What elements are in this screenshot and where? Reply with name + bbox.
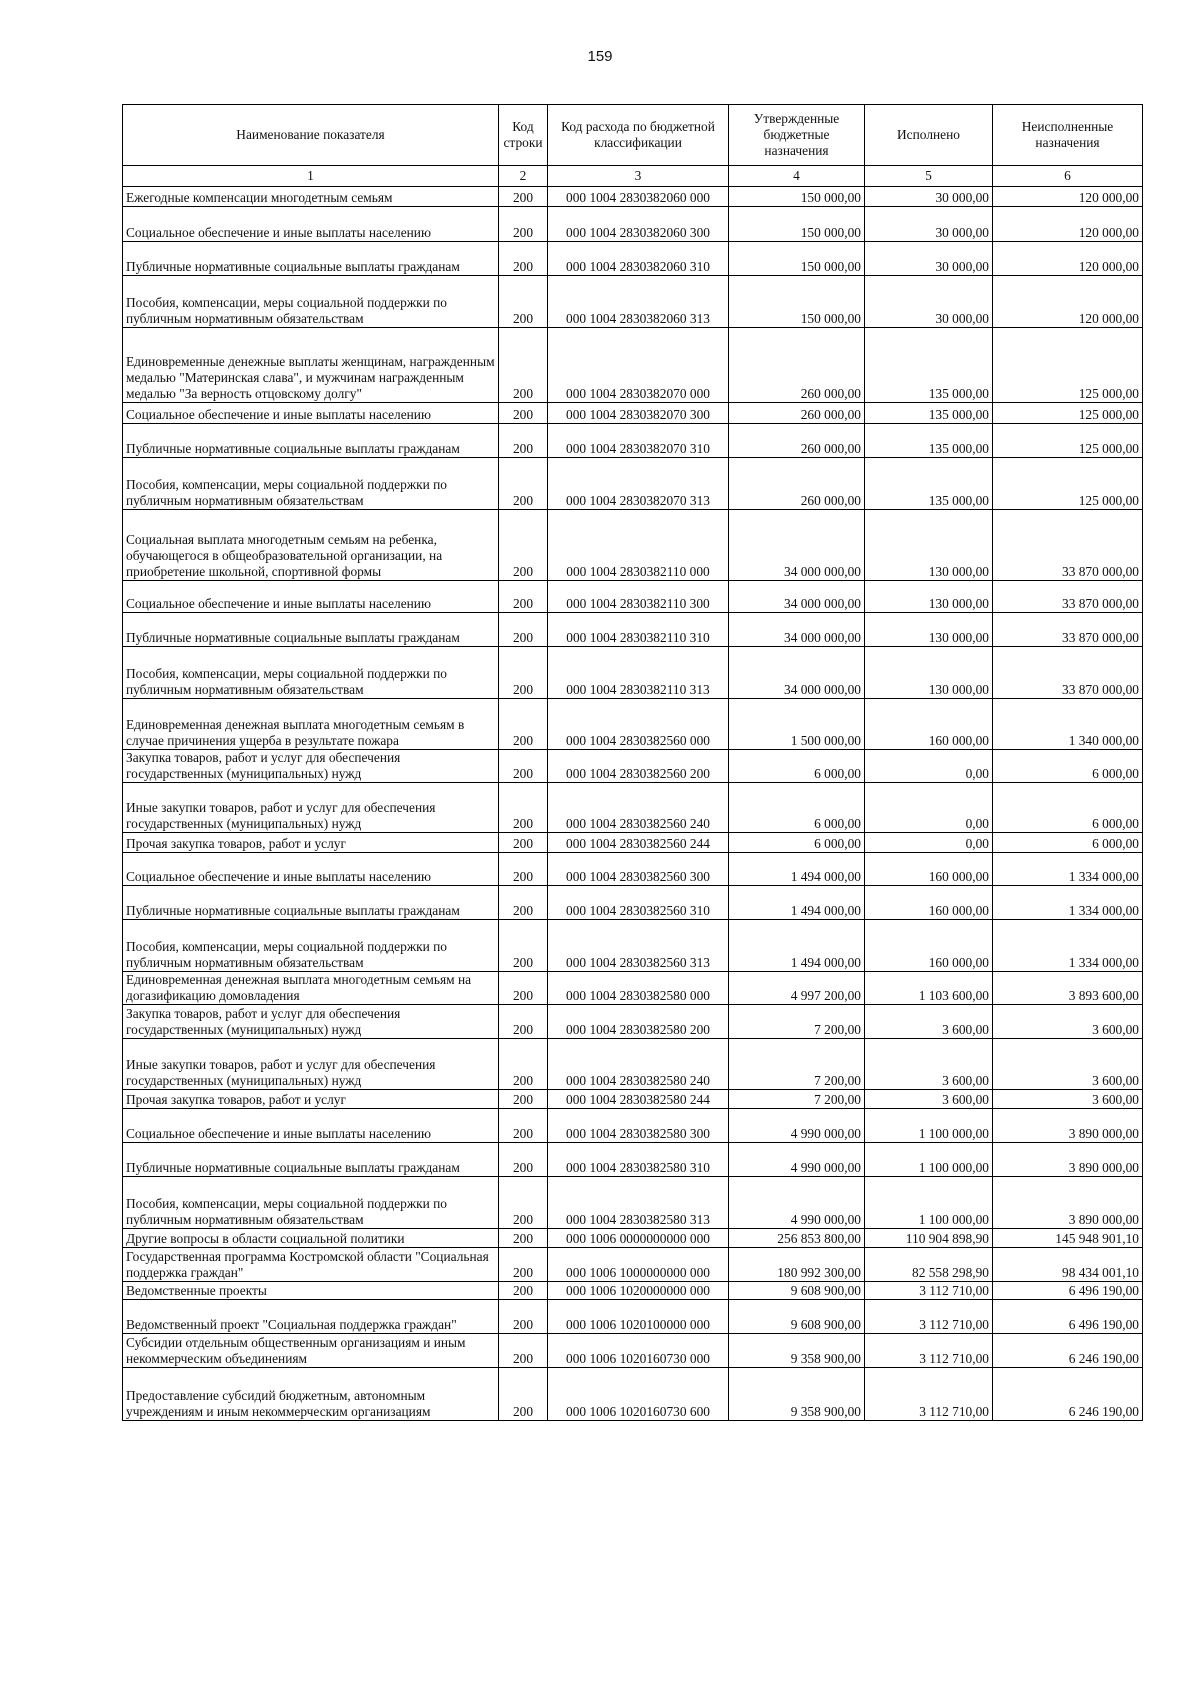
row-line-code: 200 — [499, 1248, 548, 1282]
row-executed: 1 100 000,00 — [865, 1143, 993, 1177]
row-executed: 0,00 — [865, 783, 993, 833]
row-unexecuted: 120 000,00 — [993, 207, 1143, 242]
table-row — [123, 403, 1143, 424]
table-row — [123, 1109, 1143, 1143]
row-name: Другие вопросы в области социальной политики — [123, 1229, 499, 1248]
row-line-code: 200 — [499, 750, 548, 783]
table-row — [123, 1300, 1143, 1334]
row-executed: 135 000,00 — [865, 424, 993, 458]
row-executed: 130 000,00 — [865, 613, 993, 647]
row-name: Социальное обеспечение и иные выплаты населению — [123, 853, 499, 886]
row-unexecuted: 33 870 000,00 — [993, 613, 1143, 647]
row-unexecuted: 98 434 001,10 — [993, 1248, 1143, 1282]
header-indicator-name: Наименование показателя — [123, 105, 499, 166]
row-name: Единовременные денежные выплаты женщинам, награжденным медалью "Материнская слава", и мужчинам награжденным медалью "За верность отцовскому долгу" — [123, 328, 499, 403]
row-unexecuted: 125 000,00 — [993, 328, 1143, 403]
table-row — [123, 647, 1143, 699]
row-name: Пособия, компенсации, меры социальной поддержки по публичным нормативным обязательствам — [123, 458, 499, 510]
table-row — [123, 1248, 1143, 1282]
row-expense-code: 000 1004 2830382560 313 — [548, 920, 729, 972]
row-expense-code: 000 1004 2830382110 313 — [548, 647, 729, 699]
row-expense-code: 000 1004 2830382110 000 — [548, 510, 729, 581]
row-name: Прочая закупка товаров, работ и услуг — [123, 1090, 499, 1109]
row-name: Пособия, компенсации, меры социальной поддержки по публичным нормативным обязательствам — [123, 920, 499, 972]
row-approved: 260 000,00 — [729, 424, 865, 458]
row-name: Пособия, компенсации, меры социальной поддержки по публичным нормативным обязательствам — [123, 1177, 499, 1229]
row-expense-code: 000 1004 2830382560 000 — [548, 699, 729, 750]
row-line-code: 200 — [499, 1090, 548, 1109]
table-row — [123, 1005, 1143, 1039]
header-unexecuted: Неисполненные назначения — [993, 105, 1143, 166]
row-approved: 6 000,00 — [729, 833, 865, 853]
row-unexecuted: 3 890 000,00 — [993, 1109, 1143, 1143]
column-number: 5 — [865, 166, 993, 187]
row-line-code: 200 — [499, 403, 548, 424]
row-approved: 180 992 300,00 — [729, 1248, 865, 1282]
page-number: 159 — [587, 48, 613, 65]
row-line-code: 200 — [499, 581, 548, 613]
row-line-code: 200 — [499, 699, 548, 750]
row-executed: 160 000,00 — [865, 886, 993, 920]
row-unexecuted: 6 246 190,00 — [993, 1368, 1143, 1421]
row-executed: 110 904 898,90 — [865, 1229, 993, 1248]
table-row — [123, 833, 1143, 853]
table-row — [123, 276, 1143, 328]
row-approved: 34 000 000,00 — [729, 647, 865, 699]
row-expense-code: 000 1006 0000000000 000 — [548, 1229, 729, 1248]
row-expense-code: 000 1004 2830382060 313 — [548, 276, 729, 328]
row-approved: 9 608 900,00 — [729, 1300, 865, 1334]
row-executed: 130 000,00 — [865, 581, 993, 613]
row-unexecuted: 33 870 000,00 — [993, 510, 1143, 581]
row-unexecuted: 6 000,00 — [993, 783, 1143, 833]
row-name: Закупка товаров, работ и услуг для обеспечения государственных (муниципальных) нужд — [123, 1005, 499, 1039]
row-expense-code: 000 1006 1000000000 000 — [548, 1248, 729, 1282]
table-body — [123, 187, 1143, 1421]
row-unexecuted: 33 870 000,00 — [993, 581, 1143, 613]
row-line-code: 200 — [499, 276, 548, 328]
row-name: Прочая закупка товаров, работ и услуг — [123, 833, 499, 853]
table-row — [123, 242, 1143, 276]
row-approved: 1 494 000,00 — [729, 886, 865, 920]
row-expense-code: 000 1004 2830382580 313 — [548, 1177, 729, 1229]
column-number: 3 — [548, 166, 729, 187]
table-row — [123, 1368, 1143, 1421]
table-row — [123, 699, 1143, 750]
column-number: 2 — [499, 166, 548, 187]
row-approved: 34 000 000,00 — [729, 613, 865, 647]
table-row — [123, 510, 1143, 581]
row-name: Публичные нормативные социальные выплаты гражданам — [123, 424, 499, 458]
row-name: Социальное обеспечение и иные выплаты населению — [123, 581, 499, 613]
table-row — [123, 1177, 1143, 1229]
row-unexecuted: 120 000,00 — [993, 242, 1143, 276]
row-unexecuted: 3 893 600,00 — [993, 972, 1143, 1005]
row-executed: 135 000,00 — [865, 328, 993, 403]
table-row — [123, 1143, 1143, 1177]
row-executed: 3 112 710,00 — [865, 1334, 993, 1368]
row-expense-code: 000 1004 2830382560 240 — [548, 783, 729, 833]
row-approved: 7 200,00 — [729, 1005, 865, 1039]
row-executed: 30 000,00 — [865, 242, 993, 276]
row-approved: 150 000,00 — [729, 242, 865, 276]
table-row — [123, 187, 1143, 207]
row-unexecuted: 120 000,00 — [993, 276, 1143, 328]
row-name: Социальная выплата многодетным семьям на ребенка, обучающегося в общеобразовательной организации, на приобретение школьной, спортивной формы — [123, 510, 499, 581]
row-executed: 3 600,00 — [865, 1090, 993, 1109]
row-line-code: 200 — [499, 328, 548, 403]
row-expense-code: 000 1004 2830382110 310 — [548, 613, 729, 647]
row-approved: 9 358 900,00 — [729, 1368, 865, 1421]
row-unexecuted: 1 334 000,00 — [993, 920, 1143, 972]
row-line-code: 200 — [499, 1229, 548, 1248]
row-approved: 4 990 000,00 — [729, 1143, 865, 1177]
row-executed: 0,00 — [865, 750, 993, 783]
row-executed: 1 100 000,00 — [865, 1177, 993, 1229]
row-line-code: 200 — [499, 833, 548, 853]
row-approved: 6 000,00 — [729, 750, 865, 783]
header-line-code: Код строки — [499, 105, 548, 166]
row-name: Социальное обеспечение и иные выплаты населению — [123, 403, 499, 424]
row-line-code: 200 — [499, 1334, 548, 1368]
row-executed: 160 000,00 — [865, 920, 993, 972]
row-expense-code: 000 1004 2830382560 244 — [548, 833, 729, 853]
row-line-code: 200 — [499, 886, 548, 920]
row-expense-code: 000 1006 1020160730 600 — [548, 1368, 729, 1421]
table-row — [123, 750, 1143, 783]
row-expense-code: 000 1004 2830382580 000 — [548, 972, 729, 1005]
row-line-code: 200 — [499, 613, 548, 647]
table-row — [123, 458, 1143, 510]
row-expense-code: 000 1004 2830382560 200 — [548, 750, 729, 783]
column-number: 4 — [729, 166, 865, 187]
row-line-code: 200 — [499, 1300, 548, 1334]
row-line-code: 200 — [499, 1368, 548, 1421]
row-executed: 0,00 — [865, 833, 993, 853]
row-name: Иные закупки товаров, работ и услуг для обеспечения государственных (муниципальных) нужд — [123, 783, 499, 833]
row-name: Ежегодные компенсации многодетным семьям — [123, 187, 499, 207]
table-header-row — [123, 105, 1143, 166]
row-line-code: 200 — [499, 783, 548, 833]
row-unexecuted: 3 600,00 — [993, 1039, 1143, 1090]
row-name: Публичные нормативные социальные выплаты гражданам — [123, 1143, 499, 1177]
row-executed: 135 000,00 — [865, 458, 993, 510]
row-approved: 1 494 000,00 — [729, 920, 865, 972]
row-expense-code: 000 1004 2830382560 300 — [548, 853, 729, 886]
row-unexecuted: 145 948 901,10 — [993, 1229, 1143, 1248]
row-unexecuted: 125 000,00 — [993, 424, 1143, 458]
table-row — [123, 1282, 1143, 1300]
row-expense-code: 000 1004 2830382070 000 — [548, 328, 729, 403]
row-name: Пособия, компенсации, меры социальной поддержки по публичным нормативным обязательствам — [123, 276, 499, 328]
row-executed: 30 000,00 — [865, 276, 993, 328]
row-executed: 160 000,00 — [865, 699, 993, 750]
row-unexecuted: 6 246 190,00 — [993, 1334, 1143, 1368]
row-executed: 160 000,00 — [865, 853, 993, 886]
row-unexecuted: 125 000,00 — [993, 458, 1143, 510]
row-expense-code: 000 1006 1020000000 000 — [548, 1282, 729, 1300]
row-approved: 4 990 000,00 — [729, 1109, 865, 1143]
row-name: Единовременная денежная выплата многодетным семьям в случае причинения ущерба в результате пожара — [123, 699, 499, 750]
column-number: 1 — [123, 166, 499, 187]
row-unexecuted: 1 334 000,00 — [993, 886, 1143, 920]
row-line-code: 200 — [499, 1109, 548, 1143]
row-approved: 4 990 000,00 — [729, 1177, 865, 1229]
table-row — [123, 886, 1143, 920]
row-executed: 30 000,00 — [865, 187, 993, 207]
row-unexecuted: 3 600,00 — [993, 1005, 1143, 1039]
row-expense-code: 000 1006 1020160730 000 — [548, 1334, 729, 1368]
row-expense-code: 000 1004 2830382060 300 — [548, 207, 729, 242]
row-executed: 3 600,00 — [865, 1039, 993, 1090]
row-line-code: 200 — [499, 853, 548, 886]
row-line-code: 200 — [499, 1177, 548, 1229]
row-expense-code: 000 1004 2830382070 310 — [548, 424, 729, 458]
row-name: Публичные нормативные социальные выплаты гражданам — [123, 886, 499, 920]
row-line-code: 200 — [499, 458, 548, 510]
row-name: Государственная программа Костромской области "Социальная поддержка граждан" — [123, 1248, 499, 1282]
row-expense-code: 000 1004 2830382580 200 — [548, 1005, 729, 1039]
table-row — [123, 1334, 1143, 1368]
row-expense-code: 000 1004 2830382060 000 — [548, 187, 729, 207]
row-name: Пособия, компенсации, меры социальной поддержки по публичным нормативным обязательствам — [123, 647, 499, 699]
row-unexecuted: 6 496 190,00 — [993, 1282, 1143, 1300]
row-approved: 7 200,00 — [729, 1039, 865, 1090]
row-line-code: 200 — [499, 424, 548, 458]
table-row — [123, 853, 1143, 886]
table-row — [123, 424, 1143, 458]
row-approved: 34 000 000,00 — [729, 581, 865, 613]
row-approved: 150 000,00 — [729, 276, 865, 328]
row-approved: 7 200,00 — [729, 1090, 865, 1109]
row-name: Социальное обеспечение и иные выплаты населению — [123, 1109, 499, 1143]
row-unexecuted: 125 000,00 — [993, 403, 1143, 424]
row-name: Ведомственные проекты — [123, 1282, 499, 1300]
header-executed: Исполнено — [865, 105, 993, 166]
header-approved: Утвержденные бюджетные назначения — [729, 105, 865, 166]
row-executed: 30 000,00 — [865, 207, 993, 242]
row-approved: 1 494 000,00 — [729, 853, 865, 886]
row-name: Иные закупки товаров, работ и услуг для обеспечения государственных (муниципальных) нужд — [123, 1039, 499, 1090]
row-approved: 4 997 200,00 — [729, 972, 865, 1005]
row-executed: 1 103 600,00 — [865, 972, 993, 1005]
row-expense-code: 000 1004 2830382580 300 — [548, 1109, 729, 1143]
table-row — [123, 783, 1143, 833]
row-unexecuted: 3 600,00 — [993, 1090, 1143, 1109]
row-unexecuted: 6 496 190,00 — [993, 1300, 1143, 1334]
row-expense-code: 000 1004 2830382560 310 — [548, 886, 729, 920]
row-approved: 256 853 800,00 — [729, 1229, 865, 1248]
header-expense-code: Код расхода по бюджетной классификации — [548, 105, 729, 166]
row-approved: 260 000,00 — [729, 403, 865, 424]
row-approved: 150 000,00 — [729, 187, 865, 207]
row-executed: 3 112 710,00 — [865, 1282, 993, 1300]
row-executed: 1 100 000,00 — [865, 1109, 993, 1143]
row-expense-code: 000 1004 2830382580 240 — [548, 1039, 729, 1090]
row-line-code: 200 — [499, 920, 548, 972]
row-expense-code: 000 1004 2830382070 300 — [548, 403, 729, 424]
row-executed: 3 600,00 — [865, 1005, 993, 1039]
table-row — [123, 207, 1143, 242]
row-executed: 3 112 710,00 — [865, 1368, 993, 1421]
row-line-code: 200 — [499, 207, 548, 242]
table-row — [123, 581, 1143, 613]
row-approved: 150 000,00 — [729, 207, 865, 242]
table-row — [123, 613, 1143, 647]
row-expense-code: 000 1004 2830382060 310 — [548, 242, 729, 276]
row-line-code: 200 — [499, 510, 548, 581]
column-number: 6 — [993, 166, 1143, 187]
budget-report-table — [122, 104, 1143, 1421]
row-name: Единовременная денежная выплата многодетным семьям на догазификацию домовладения — [123, 972, 499, 1005]
table-row — [123, 328, 1143, 403]
row-approved: 6 000,00 — [729, 783, 865, 833]
row-expense-code: 000 1004 2830382110 300 — [548, 581, 729, 613]
row-expense-code: 000 1004 2830382580 244 — [548, 1090, 729, 1109]
row-approved: 34 000 000,00 — [729, 510, 865, 581]
row-unexecuted: 6 000,00 — [993, 750, 1143, 783]
row-expense-code: 000 1006 1020100000 000 — [548, 1300, 729, 1334]
row-executed: 130 000,00 — [865, 510, 993, 581]
row-name: Социальное обеспечение и иные выплаты населению — [123, 207, 499, 242]
row-unexecuted: 33 870 000,00 — [993, 647, 1143, 699]
row-name: Ведомственный проект "Социальная поддержка граждан" — [123, 1300, 499, 1334]
row-line-code: 200 — [499, 187, 548, 207]
row-approved: 1 500 000,00 — [729, 699, 865, 750]
row-line-code: 200 — [499, 972, 548, 1005]
row-approved: 9 608 900,00 — [729, 1282, 865, 1300]
row-unexecuted: 1 334 000,00 — [993, 853, 1143, 886]
row-unexecuted: 3 890 000,00 — [993, 1143, 1143, 1177]
table-row — [123, 1039, 1143, 1090]
table-row — [123, 1090, 1143, 1109]
table-row — [123, 920, 1143, 972]
row-name: Субсидии отдельным общественным организациям и иным некоммерческим объединениям — [123, 1334, 499, 1368]
row-unexecuted: 120 000,00 — [993, 187, 1143, 207]
row-line-code: 200 — [499, 1039, 548, 1090]
table-row — [123, 972, 1143, 1005]
row-executed: 82 558 298,90 — [865, 1248, 993, 1282]
row-line-code: 200 — [499, 1282, 548, 1300]
column-number-row — [123, 166, 1143, 187]
row-name: Предоставление субсидий бюджетным, автономным учреждениям и иным некоммерческим организациям — [123, 1368, 499, 1421]
row-line-code: 200 — [499, 647, 548, 699]
row-name: Закупка товаров, работ и услуг для обеспечения государственных (муниципальных) нужд — [123, 750, 499, 783]
table-row — [123, 1229, 1143, 1248]
row-expense-code: 000 1004 2830382070 313 — [548, 458, 729, 510]
row-approved: 260 000,00 — [729, 458, 865, 510]
row-line-code: 200 — [499, 1005, 548, 1039]
row-approved: 260 000,00 — [729, 328, 865, 403]
row-name: Публичные нормативные социальные выплаты гражданам — [123, 613, 499, 647]
row-name: Публичные нормативные социальные выплаты гражданам — [123, 242, 499, 276]
row-line-code: 200 — [499, 1143, 548, 1177]
row-unexecuted: 3 890 000,00 — [993, 1177, 1143, 1229]
row-executed: 135 000,00 — [865, 403, 993, 424]
row-unexecuted: 1 340 000,00 — [993, 699, 1143, 750]
row-unexecuted: 6 000,00 — [993, 833, 1143, 853]
row-expense-code: 000 1004 2830382580 310 — [548, 1143, 729, 1177]
row-executed: 130 000,00 — [865, 647, 993, 699]
row-line-code: 200 — [499, 242, 548, 276]
row-approved: 9 358 900,00 — [729, 1334, 865, 1368]
row-executed: 3 112 710,00 — [865, 1300, 993, 1334]
